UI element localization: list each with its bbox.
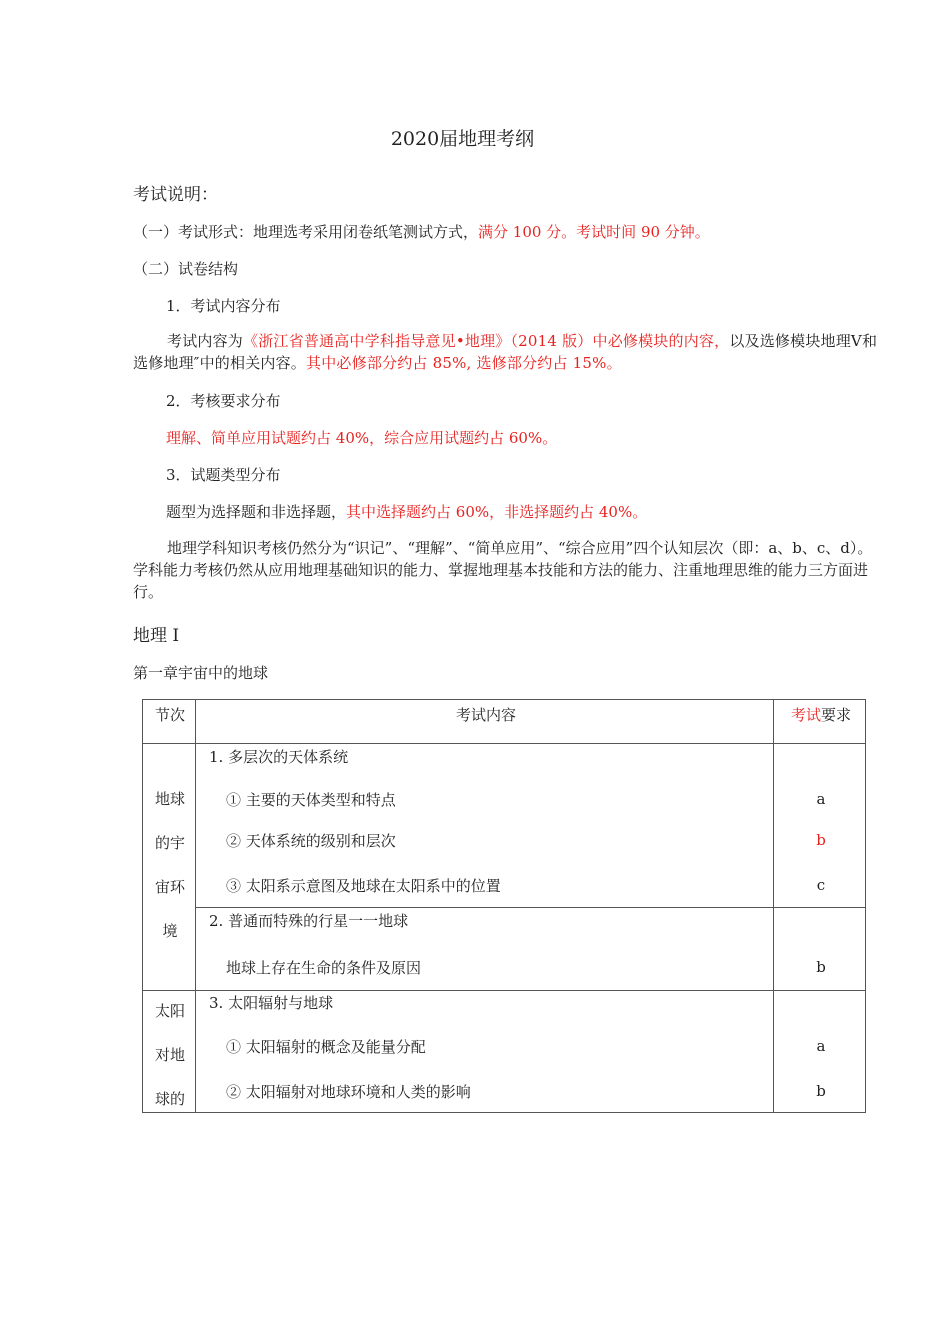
requirement-distribution-paragraph: 理解、简单应用试题约占 40%，综合应用试题约占 60%。 [166,429,558,447]
question-type-text: 题型为选择题和非选择题， [166,503,347,521]
paper-structure-heading: （二）试卷结构 [133,260,239,278]
question-type-heading: 3．试题类型分布 [166,466,281,484]
syllabus-table [142,699,866,1113]
geography-section-heading: 地理 I [133,626,180,646]
section-label-line: 地球 [154,790,185,808]
content-distribution-heading: 1．考试内容分布 [166,297,281,315]
requirement-level: b [816,958,826,976]
content-highlight-1: 《浙江省普通高中学科指导意见•地理》（2014 版）中必修模块的内容， [243,332,730,350]
section-label-line: 境 [162,922,178,940]
content-item: ① 太阳辐射的概念及能量分配 [226,1038,426,1056]
header-section: 节次 [154,706,185,724]
section-label-sun-earth [143,989,197,1121]
table-divider [143,990,865,991]
content-highlight-2: 其中必修部分约占 85%, 选修部分约占 15%。 [306,354,622,372]
table-divider [773,700,774,1112]
group-title: 2. 普通而特殊的行星一一地球 [209,912,409,930]
content-text-2: 以及选修模块地理Ⅴ和选修地理″中的相关内容。 [133,332,878,372]
chapter-heading: 第一章宇宙中的地球 [133,664,269,682]
section-label-line: 的宇 [154,834,185,852]
requirement-distribution-heading: 2．考核要求分布 [166,392,281,410]
requirement-level: c [816,876,826,894]
group-title: 1. 多层次的天体系统 [209,748,349,766]
section-label-line: 球的 [154,1090,185,1108]
requirement-level: b [816,831,826,849]
requirement-level: b [816,1082,826,1100]
cognitive-levels-paragraph: 地理学科知识考核仍然分为“识记”、“理解”、“简单应用”、“综合应用”四个认知层次（即：a、b、c、d）。学科能力考核仍然从应用地理基础知识的能力、掌握地理基本技能和方法的能力、注重地理思维的能力三方面进行。 [133,539,873,601]
content-text-1: 考试内容为 [167,332,244,350]
exam-description-heading: 考试说明： [133,185,218,205]
exam-form-paragraph [133,221,710,242]
header-requirement-rest: 要求 [821,706,852,724]
section-label-earth-universe [143,777,197,953]
table-divider [195,907,865,908]
content-item: ③ 太阳系示意图及地球在太阳系中的位置 [226,877,501,895]
question-type-highlight: 其中选择题约占 60%，非选择题约占 40%。 [346,503,648,521]
header-requirement [775,704,867,725]
question-type-paragraph [166,501,647,522]
content-distribution-paragraph [133,330,878,374]
content-item: ① 主要的天体类型和特点 [226,791,396,809]
requirement-level: a [816,790,826,808]
exam-form-highlight: 满分 100 分。考试时间 90 分钟。 [478,223,710,241]
group-title: 3. 太阳辐射与地球 [209,994,334,1012]
content-item: 地球上存在生命的条件及原因 [226,959,422,977]
exam-form-text: （一）考试形式：地理选考采用闭卷纸笔测试方式， [133,223,479,241]
section-label-line: 宙环 [154,878,185,896]
requirement-level: a [816,1037,826,1055]
header-content: 考试内容 [455,706,516,724]
document-title: 2020届地理考纲 [390,128,535,150]
content-item: ② 天体系统的级别和层次 [226,832,396,850]
section-label-line: 太阳 [154,1002,185,1020]
header-requirement-highlight: 考试 [790,706,821,724]
section-label-line: 对地 [154,1046,185,1064]
table-divider [143,743,865,744]
content-item: ② 太阳辐射对地球环境和人类的影响 [226,1083,471,1101]
